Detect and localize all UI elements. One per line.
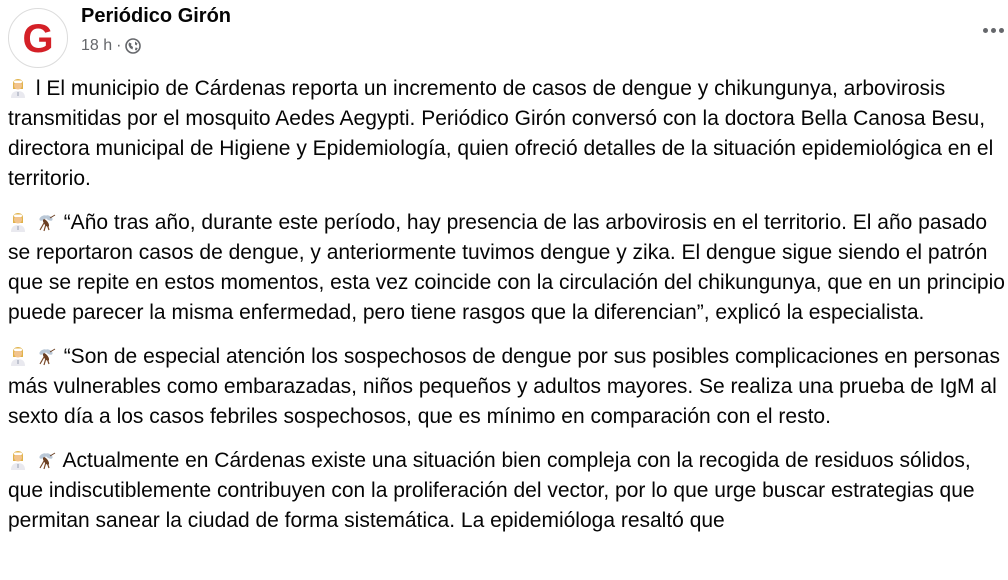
more-horizontal-icon [983, 28, 988, 33]
nurse-emoji [8, 78, 28, 98]
post-paragraph [8, 74, 1008, 194]
post-header [0, 0, 1008, 72]
paragraph-text: Actualmente en Cárdenas existe una situación bien compleja con la recogida de residuos sólidos, que indiscutiblemente contribuyen con la proliferación del vector, por lo que urge buscar estrategias que permitan sanear la ciudad de forma sistemática. La epidemióloga resaltó que [8, 449, 975, 532]
more-dot [999, 28, 1004, 33]
paragraph-text: “Año tras año, durante este período, hay presencia de las arbovirosis en el territorio. El año pasado se reportaron casos de dengue, y anteriormente tuvimos dengue y zika. El dengue sigue siendo el patrón que se repite en estos momentos, esta vez coincide con la circulación del chikungunya, que en un principio puede parecer la misma enfermedad, pero tiene rasgos que la diferencian”, explicó la especialista. [8, 211, 1005, 324]
more-dot [991, 28, 996, 33]
nurse-emoji [8, 450, 28, 470]
post-paragraph [8, 446, 1008, 536]
mosquito-emoji [36, 450, 56, 470]
more-options-button[interactable] [978, 18, 1008, 42]
paragraph-text: “Son de especial atención los sospechosos de dengue por sus posibles complicaciones en personas más vulnerables como embarazadas, niños pequeños y adultos mayores. Se realiza una prueba de IgM al sexto día a los casos febriles sospechosos, que es mínimo en comparación con el resto. [8, 345, 1000, 428]
paragraph-text: l El municipio de Cárdenas reporta un incremento de casos de dengue y chikungunya, arbovirosis transmitidas por el mosquito Aedes Aegypti. Periódico Girón conversó con la doctora Bella Canosa Besu, directora municipal de Higiene y Epidemiología, quien ofreció detalles de la situación epidemiológica en el territorio. [8, 77, 994, 190]
post-paragraph [8, 342, 1008, 432]
globe-icon[interactable] [125, 38, 141, 54]
mosquito-emoji [36, 212, 56, 232]
meta-separator: · [116, 37, 122, 54]
nurse-emoji [8, 212, 28, 232]
post-timestamp[interactable]: 18 h [81, 37, 113, 54]
nurse-emoji [8, 346, 28, 366]
mosquito-emoji [36, 346, 56, 366]
page-name-link[interactable]: Periódico Girón [81, 5, 232, 27]
avatar-logo-letter: G [22, 17, 54, 61]
post-body [8, 74, 1008, 550]
page-avatar[interactable] [8, 8, 68, 68]
post-meta [81, 37, 141, 55]
post-paragraph [8, 208, 1008, 328]
